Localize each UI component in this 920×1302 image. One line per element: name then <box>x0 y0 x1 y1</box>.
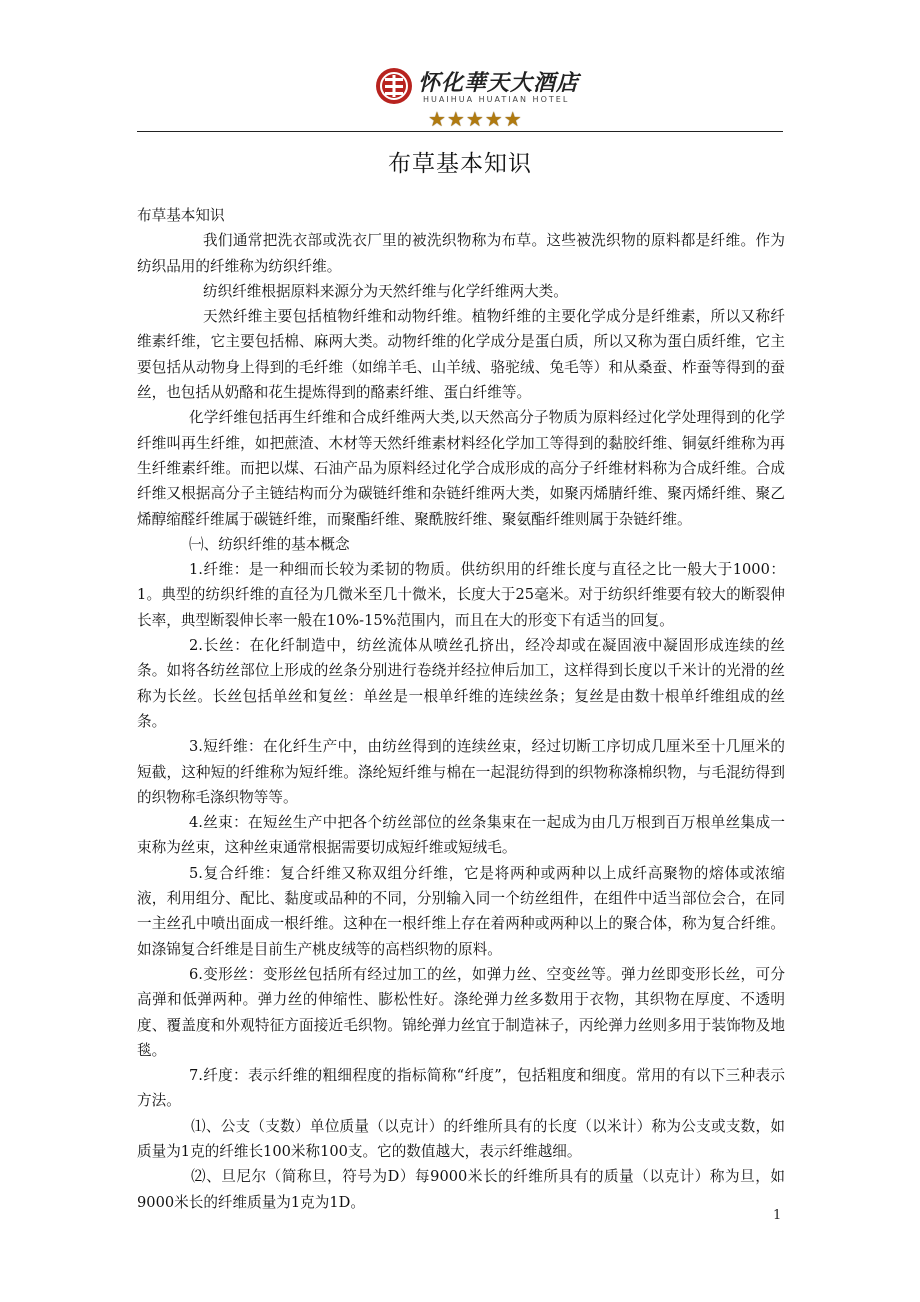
five-star-rating-icon: ★★★★★ <box>428 107 523 131</box>
item-filament: 2.长丝：在化纤制造中，纺丝流体从喷丝孔挤出，经冷却或在凝固液中凝固形成连续的丝条。如将各纺丝部位上形成的丝条分别进行卷绕并经拉伸后加工，这样得到长度以千米计的光滑的丝称为长丝。长丝包括单丝和复丝：单丝是一根单纤维的连续丝条；复丝是由数十根单纤维组成的丝条。 <box>137 637 785 730</box>
subheading-basic-concepts: ㈠、纺织纤维的基本概念 <box>189 535 350 553</box>
page-header <box>0 0 920 135</box>
paragraph-natural-fiber: 天然纤维主要包括植物纤维和动物纤维。植物纤维的主要化学成分是纤维素，所以又称纤维素纤维，它主要包括棉、麻两大类。动物纤维的化学成分是蛋白质，所以又称为蛋白质纤维，它主要包括从动物身上得到的毛纤维（如绵羊毛、山羊绒、骆驼绒、兔毛等）和从桑蚕、柞蚕等得到的蚕丝，也包括从奶酪和花生提炼得到的酪素纤维、蛋白纤维等。 <box>137 308 785 402</box>
document-body <box>137 203 785 1215</box>
page-number: 1 <box>773 1208 782 1223</box>
item-fineness: 7.纤度：表示纤维的粗细程度的指标简称“纤度”，包括粗度和细度。常用的有以下三种表示方法。 <box>137 1067 785 1110</box>
item-fiber: 1.纤维：是一种细而长较为柔韧的物质。供纺织用的纤维长度与直径之比一般大于1000：1。典型的纺织纤维的直径为几微米至几十微米，长度大于25毫米。对于纺织纤维要有较大的断裂伸长率，典型断裂伸长率一般在10%-15%范围内，而且在大的形变下有适当的回复。 <box>137 561 785 629</box>
hotel-name-cn: 怀化華天大酒店 <box>418 70 580 96</box>
page-title: 布草基本知识 <box>388 151 532 177</box>
header-divider <box>137 131 783 132</box>
paragraph-classification: 纺织纤维根据原料来源分为天然纤维与化学纤维两大类。 <box>203 282 568 300</box>
item-metric-count: ⑴、公支（支数）单位质量（以克计）的纤维所具有的长度（以米计）称为公支或支数，如质量为1克的纤维长100米称100支。它的数值越大，表示纤维越细。 <box>137 1117 785 1160</box>
paragraph-intro: 我们通常把洗衣部或洗衣厂里的被洗织物称为布草。这些被洗织物的原料都是纤维。作为纺织品用的纤维称为纺织纤维。 <box>137 232 785 275</box>
item-composite-fiber: 5.复合纤维：复合纤维又称双组分纤维，它是将两种或两种以上成纤高聚物的熔体或浓缩液，利用组分、配比、黏度或品种的不同，分别输入同一个纺丝组件，在组件中适当部位会合，在同一主丝孔中喷出面成一根纤维。这种在一根纤维上存在着两种或两种以上的聚合体，称为复合纤维。如涤锦复合纤维是目前生产桃皮绒等的高档织物的原料。 <box>137 864 785 958</box>
item-denier: ⑵、旦尼尔（简称旦，符号为D）每9000米长的纤维所具有的质量（以克计）称为旦，如9000米长的纤维质量为1克为1D。 <box>137 1168 785 1211</box>
item-staple-fiber: 3.短纤维：在化纤生产中，由纺丝得到的连续丝束，经过切断工序切成几厘米至十几厘米的短截，这种短的纤维称为短纤维。涤纶短纤维与棉在一起混纺得到的织物称涤棉织物，与毛混纺得到的织物称毛涤织物等等。 <box>137 738 785 806</box>
hotel-name-en: HUAIHUA HUATIAN HOTEL <box>423 95 570 104</box>
item-textured-yarn: 6.变形丝：变形丝包括所有经过加工的丝，如弹力丝、空变丝等。弹力丝即变形长丝，可分高弹和低弹两种。弹力丝的伸缩性、膨松性好。涤纶弹力丝多数用于衣物，其织物在厚度、不透明度、覆盖度和外观特征方面接近毛织物。锦纶弹力丝宜于制造袜子，丙纶弹力丝则多用于装饰物及地毯。 <box>137 965 785 1059</box>
paragraph-chemical-fiber: 化学纤维包括再生纤维和合成纤维两大类,以天然高分子物质为原料经过化学处理得到的化学纤维叫再生纤维，如把蔗渣、木材等天然纤维素材料经化学加工等得到的黏胶纤维、铜氨纤维称为再生纤维素纤维。而把以煤、石油产品为原料经过化学合成形成的高分子纤维材料称为合成纤维。合成纤维又根据高分子主链结构而分为碳链纤维和杂链纤维两大类，如聚丙烯腈纤维、聚丙烯纤维、聚乙烯醇缩醛纤维属于碳链纤维，而聚酯纤维、聚酰胺纤维、聚氨酯纤维则属于杂链纤维。 <box>137 409 785 528</box>
section-label: 布草基本知识 <box>137 207 225 224</box>
hotel-logo-icon <box>374 66 414 106</box>
item-tow: 4.丝束：在短丝生产中把各个纺丝部位的丝条集束在一起成为由几万根到百万根单丝集成一束称为丝束，这种丝束通常根据需要切成短纤维或短绒毛。 <box>137 814 785 857</box>
